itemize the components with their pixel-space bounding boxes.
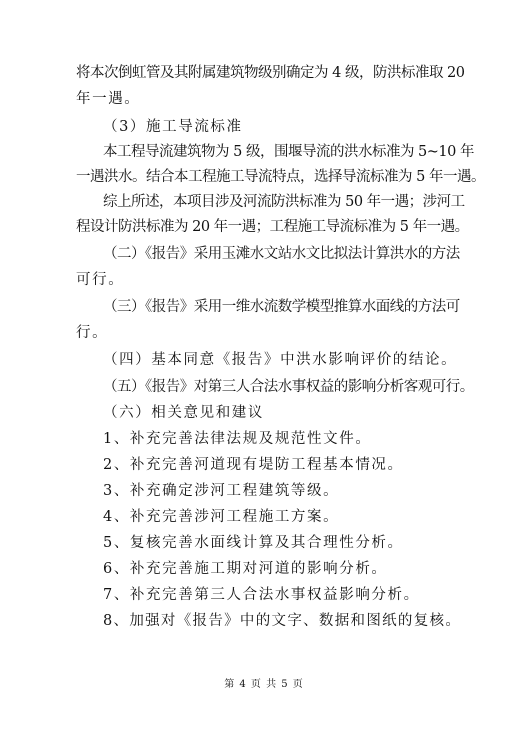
list-item: 8、加强对《报告》中的文字、数据和图纸的复核。 <box>103 613 462 629</box>
paragraph-line: （四）基本同意《报告》中洪水影响评价的结论。 <box>103 352 458 368</box>
list-item: 6、补充完善施工期对河道的影响分析。 <box>103 561 388 577</box>
list-item: 1、补充完善法律法规及规范性文件。 <box>103 431 372 447</box>
list-item: 7、补充完善第三人合法水事权益影响分析。 <box>103 587 420 603</box>
paragraph-line: 综上所述，本项目涉及河流防洪标准为 50 年一遇；涉河工 <box>103 194 465 210</box>
list-item: 3、补充确定涉河工程建筑等级。 <box>103 483 340 499</box>
paragraph-line: 将本次倒虹管及其附属建筑物级别确定为 4 级，防洪标准取 20 <box>76 65 465 81</box>
paragraph-line: （二）《报告》采用玉滩水文站水文比拟法计算洪水的方法 <box>103 246 460 262</box>
paragraph-line: 一遇洪水。结合本工程施工导流特点，选择导流标准为 5 年一遇。 <box>76 169 485 185</box>
list-item: 2、补充完善河道现有堤防工程基本情况。 <box>103 457 404 473</box>
list-item: 5、复核完善水面线计算及其合理性分析。 <box>103 535 404 551</box>
paragraph-line: 本工程导流建筑物为 5 级，围堰导流的洪水标准为 5~10 年 <box>103 144 474 160</box>
paragraph-line: 程设计防洪标准为 20 年一遇；工程施工导流标准为 5 年一遇。 <box>76 219 469 235</box>
paragraph-line: 可行。 <box>76 272 125 288</box>
section-heading: （六）相关意见和建议 <box>103 405 264 421</box>
page-footer: 第 4 页 共 5 页 <box>224 679 304 690</box>
list-item: 4、补充完善涉河工程施工方案。 <box>103 509 340 525</box>
paragraph-line: 年一遇。 <box>76 91 141 107</box>
paragraph-line: （五）《报告》对第三人合法水事权益的影响分析客观可行。 <box>103 379 474 395</box>
paragraph-line: （三）《报告》采用一维水流数学模型推算水面线的方法可 <box>103 299 460 315</box>
paragraph-line: 行。 <box>76 325 109 341</box>
section-heading: （3）施工导流标准 <box>103 119 243 135</box>
